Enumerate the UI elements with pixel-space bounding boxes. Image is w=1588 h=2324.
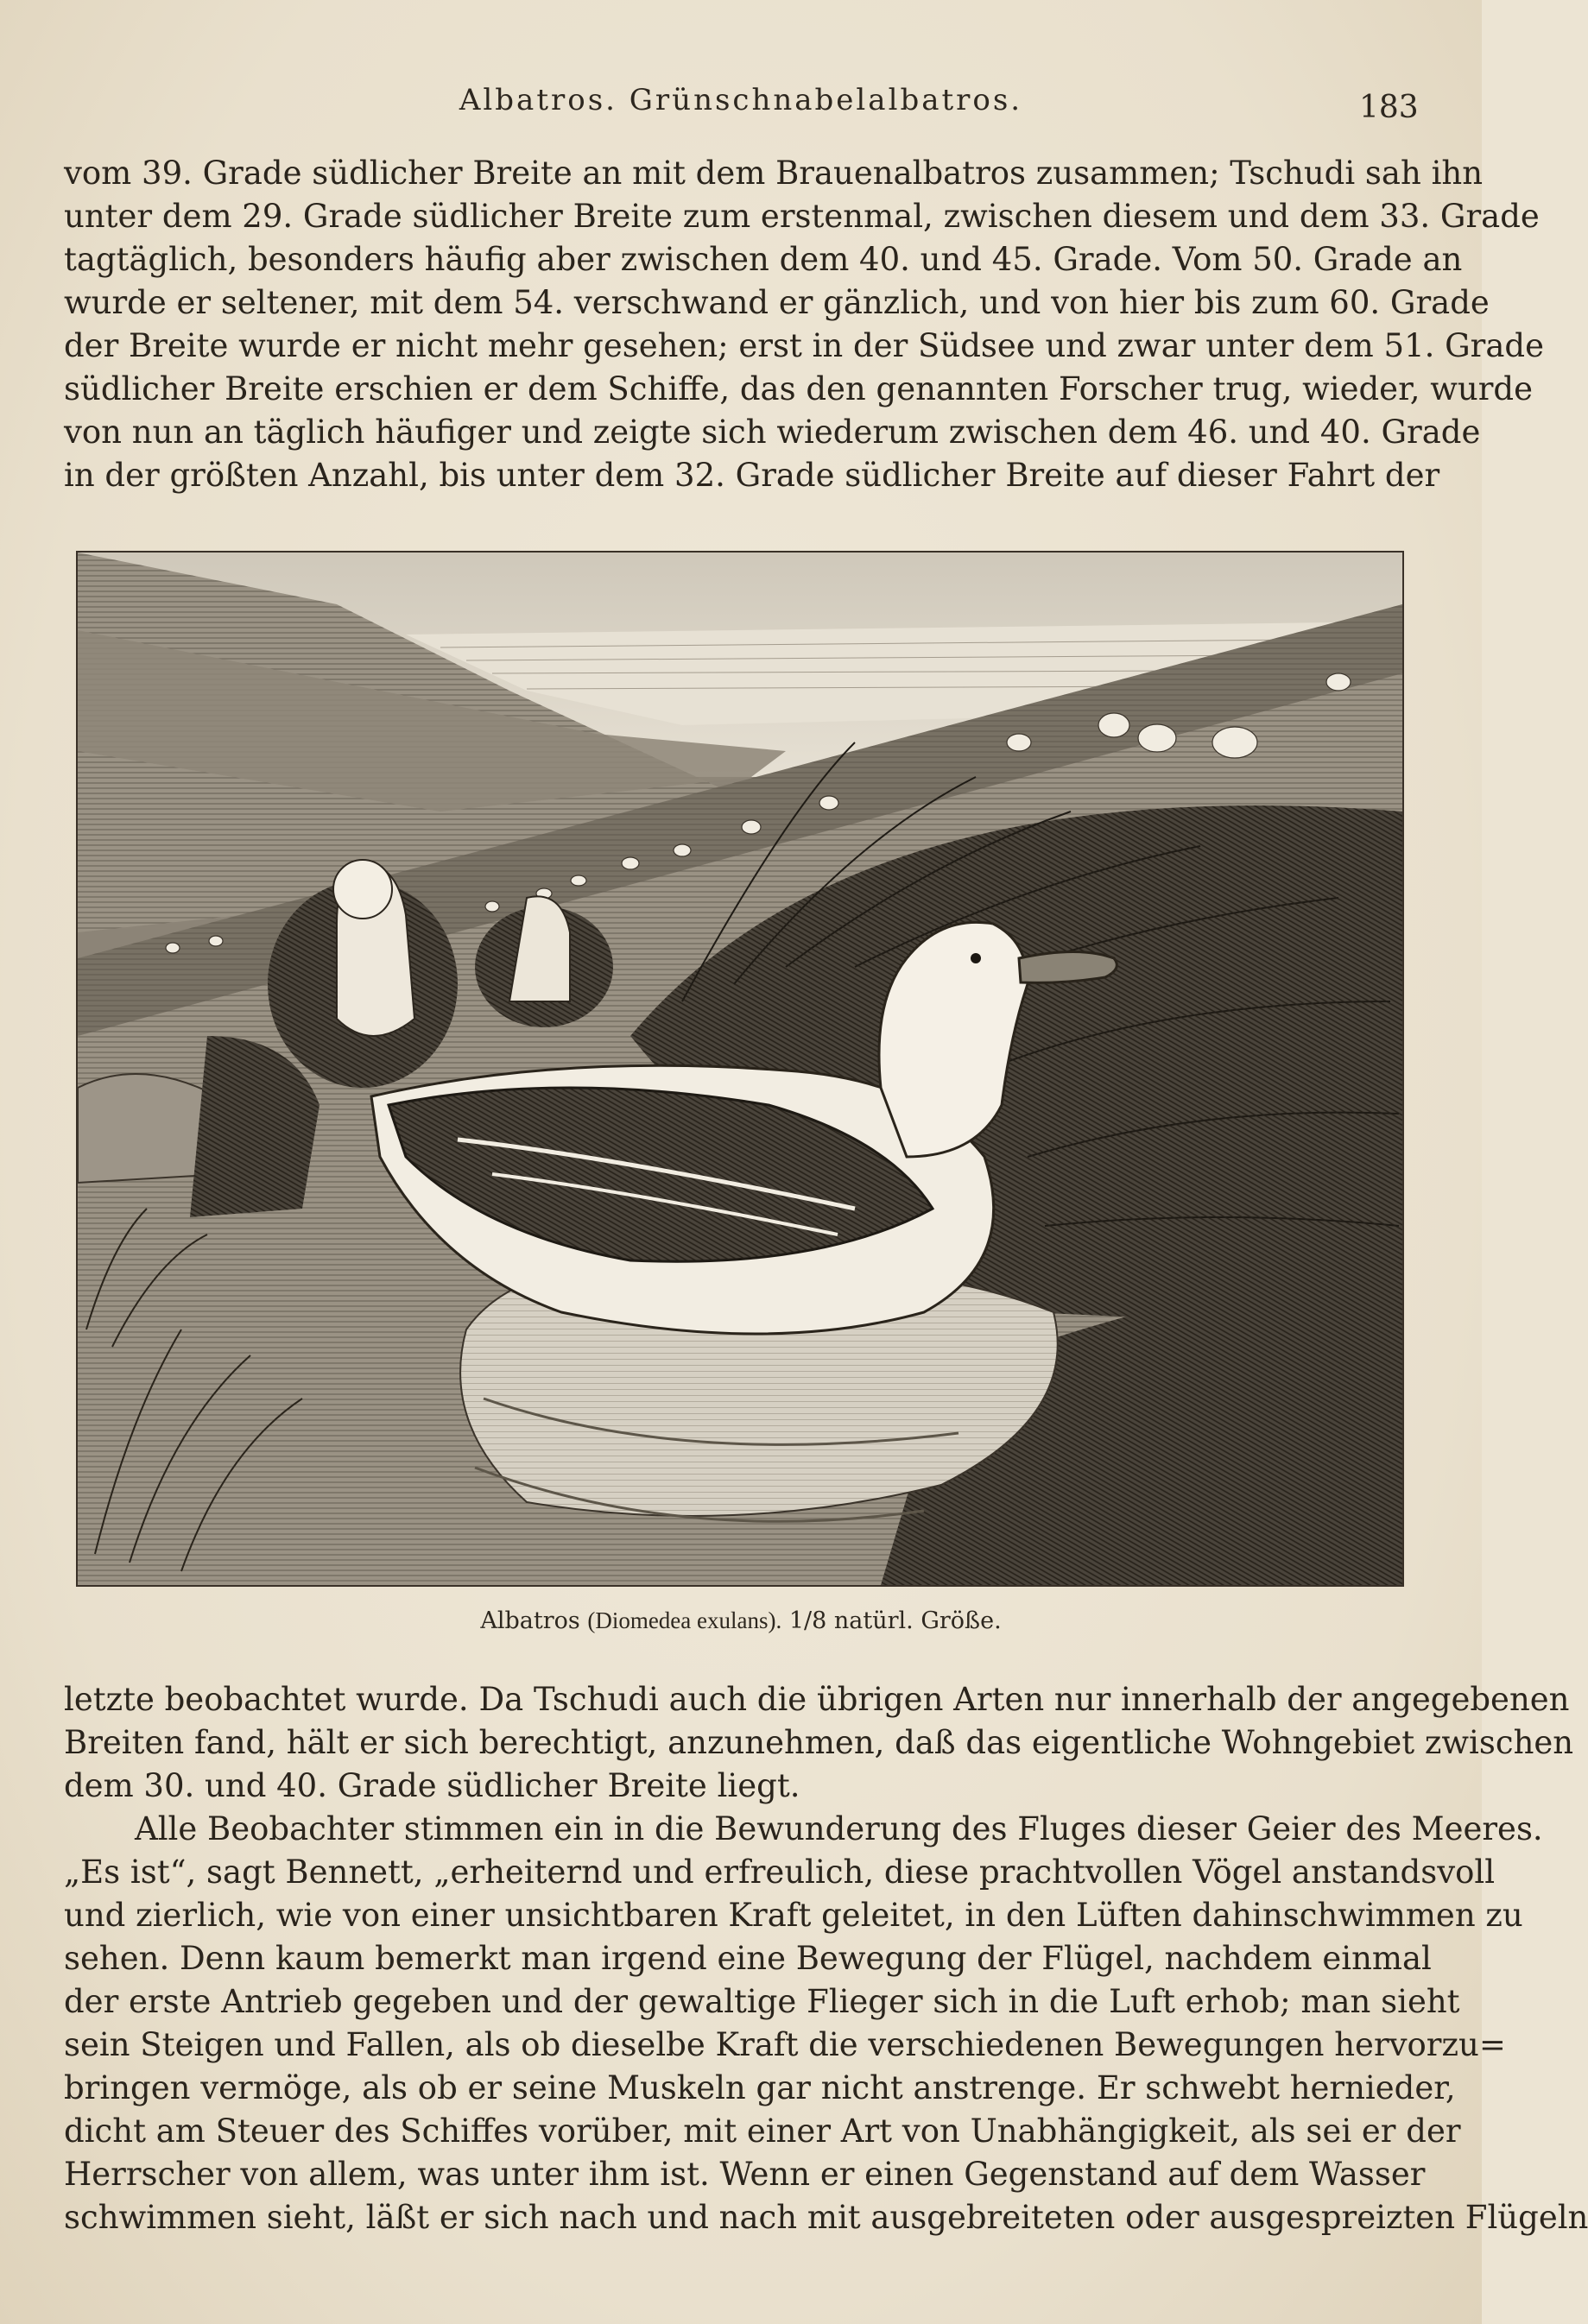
text-line: letzte beobachtet wurde. Da Tschudi auch die übrigen Arten nur innerhalb der angegebenen	[64, 1681, 1570, 1718]
text-line: von nun an täglich häufiger und zeigte sich wiederum zwischen dem 46. und 40. Grade	[64, 414, 1481, 451]
caption-size: natürl. Größe.	[833, 1607, 1002, 1634]
running-title: Albatros. Grünschnabelalbatros.	[459, 83, 1023, 117]
text-line: Herrscher von allem, was unter ihm ist. Wenn er einen Gegenstand auf dem Wasser	[64, 2156, 1426, 2193]
text-line: „Es ist“, sagt Bennett, „erheiternd und erfreulich, diese prachtvollen Vögel anstandsvoll	[64, 1854, 1496, 1891]
caption-latin: (Diomedea exulans).	[587, 1607, 782, 1633]
text-block-bottom	[64, 1678, 1588, 2239]
text-line: bringen vermöge, als ob er seine Muskeln gar nicht anstrenge. Er schwebt hernieder,	[64, 2069, 1456, 2106]
text-line: sehen. Denn kaum bemerkt man irgend eine Bewegung der Flügel, nachdem einmal	[64, 1940, 1432, 1977]
text-line: dicht am Steuer des Schiffes vorüber, mit einer Art von Unabhängigkeit, als sei er der	[64, 2112, 1461, 2150]
figure-caption	[0, 1607, 1482, 1634]
albatross-engraving	[76, 551, 1404, 1587]
text-line: tagtäglich, besonders häufig aber zwischen dem 40. und 45. Grade. Vom 50. Grade an	[64, 241, 1463, 278]
text-line: der erste Antrieb gegeben und der gewaltige Flieger sich in die Luft erhob; man sieht	[64, 1983, 1460, 2020]
text-line: dem 30. und 40. Grade südlicher Breite liegt.	[64, 1767, 800, 1804]
text-line: unter dem 29. Grade südlicher Breite zum erstenmal, zwischen diesem und dem 33. Grade	[64, 198, 1540, 235]
text-line: und zierlich, wie von einer unsichtbaren Kraft geleitet, in den Lüften dahinschwimmen zu	[64, 1897, 1523, 1934]
text-line: Alle Beobachter stimmen ein in die Bewunderung des Fluges dieser Geier des Meeres.	[135, 1810, 1543, 1847]
caption-fraction: 1/8	[788, 1607, 827, 1634]
page-number: 183	[1359, 90, 1419, 125]
text-line: vom 39. Grade südlicher Breite an mit dem Brauenalbatros zusammen; Tschudi sah ihn	[64, 155, 1484, 192]
text-line: der Breite wurde er nicht mehr gesehen; erst in der Südsee und zwar unter dem 51. Grade	[64, 327, 1545, 364]
text-line: südlicher Breite erschien er dem Schiffe, das den genannten Forscher trug, wieder, wurde	[64, 370, 1533, 407]
text-line: sein Steigen und Fallen, als ob dieselbe Kraft die verschiedenen Bewegungen hervorzu=	[64, 2026, 1506, 2063]
text-line: in der größten Anzahl, bis unter dem 32. Grade südlicher Breite auf dieser Fahrt der	[64, 457, 1440, 494]
text-line: Breiten fand, hält er sich berechtigt, anzunehmen, daß das eigentliche Wohngebiet zwischen	[64, 1724, 1574, 1761]
text-line: wurde er seltener, mit dem 54. verschwand er gänzlich, und von hier bis zum 60. Grade	[64, 284, 1490, 321]
text-line: schwimmen sieht, läßt er sich nach und nach mit ausgebreiteten oder ausgespreizten Flügeln	[64, 2199, 1588, 2236]
text-block-top	[64, 152, 1545, 497]
caption-name: Albatros	[480, 1607, 580, 1634]
